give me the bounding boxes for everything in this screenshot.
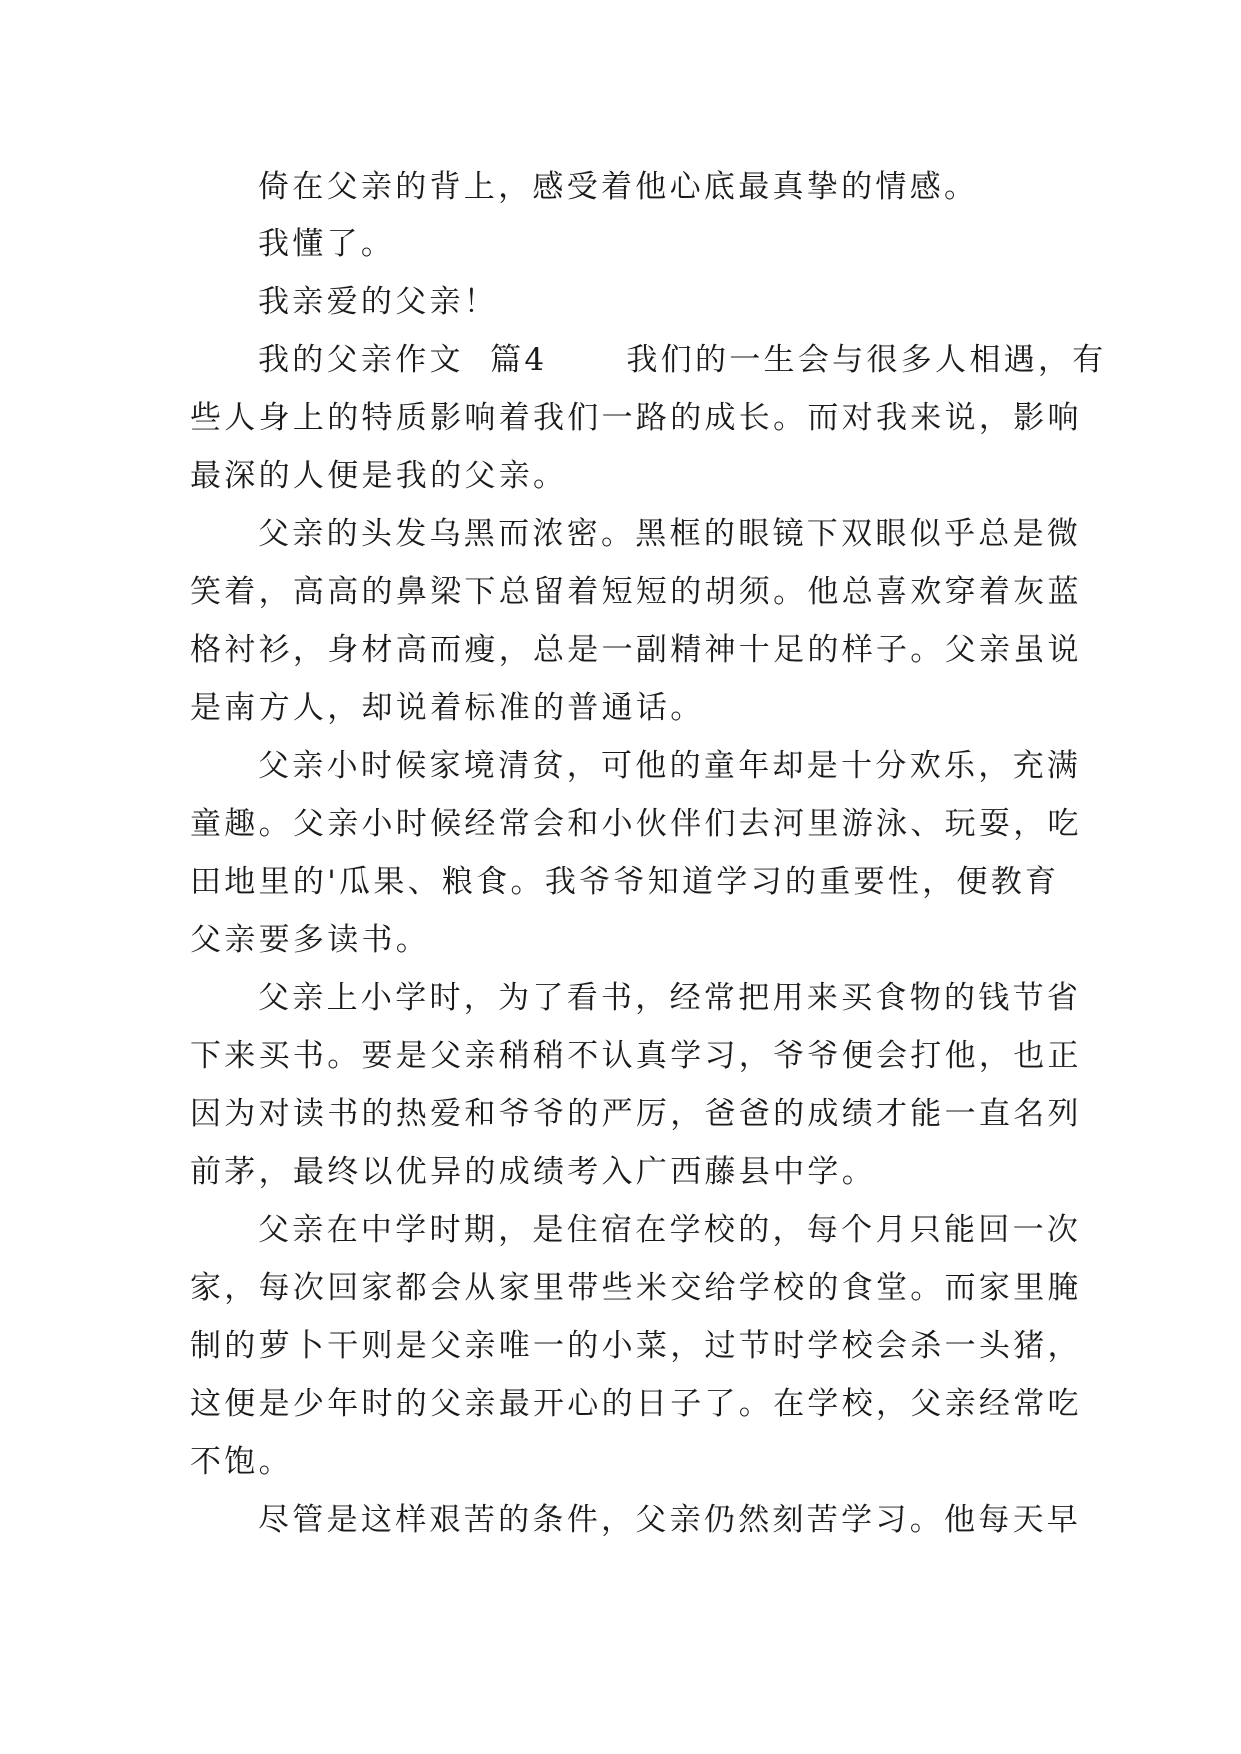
paragraph-5-line-4: 是南方人，却说着标准的普通话。 [190,690,705,726]
paragraph-4-line-1: 我的父亲作文 篇4 我们的一生会与很多人相遇，有 [258,342,1107,378]
paragraph-6-line-2: 童趣。父亲小时候经常会和小伙伴们去河里游泳、玩耍，吃 [190,806,1082,842]
paragraph-4-line-2: 些人身上的特质影响着我们一路的成长。而对我来说，影响 [190,400,1082,436]
paragraph-6-line-4: 父亲要多读书。 [190,922,431,958]
paragraph-7-line-1: 父亲上小学时，为了看书，经常把用来买食物的钱节省 [258,980,1082,1016]
paragraph-6-line-1: 父亲小时候家境清贫，可他的童年却是十分欢乐，充满 [258,748,1082,784]
paragraph-7-line-3: 因为对读书的热爱和爷爷的严厉，爸爸的成绩才能一直名列 [190,1096,1082,1132]
paragraph-9-line-1: 尽管是这样艰苦的条件，父亲仍然刻苦学习。他每天早 [258,1502,1082,1538]
paragraph-8-line-5: 不饱。 [190,1444,293,1480]
paragraph-5-line-2: 笑着，高高的鼻梁下总留着短短的胡须。他总喜欢穿着灰蓝 [190,574,1082,610]
paragraph-8-line-2: 家，每次回家都会从家里带些米交给学校的食堂。而家里腌 [190,1270,1082,1306]
paragraph-7-line-4: 前茅，最终以优异的成绩考入广西藤县中学。 [190,1154,876,1190]
paragraph-4-line-3: 最深的人便是我的父亲。 [190,458,568,494]
paragraph-7-line-2: 下来买书。要是父亲稍稍不认真学习，爷爷便会打他，也正 [190,1038,1082,1074]
paragraph-8-line-3: 制的萝卜干则是父亲唯一的小菜，过节时学校会杀一头猪， [190,1328,1082,1364]
paragraph-1-line-1: 倚在父亲的背上，感受着他心底最真挚的情感。 [258,169,979,205]
paragraph-8-line-4: 这便是少年时的父亲最开心的日子了。在学校，父亲经常吃 [190,1386,1082,1422]
paragraph-2-line-1: 我懂了。 [258,226,396,262]
paragraph-3-line-1: 我亲爱的父亲！ [258,284,499,320]
paragraph-5-line-1: 父亲的头发乌黑而浓密。黑框的眼镜下双眼似乎总是微 [258,516,1082,552]
paragraph-5-line-3: 格衬衫，身材高而瘦，总是一副精神十足的样子。父亲虽说 [190,632,1082,668]
paragraph-8-line-1: 父亲在中学时期，是住宿在学校的，每个月只能回一次 [258,1212,1082,1248]
paragraph-6-line-3: 田地里的'瓜果、粮食。我爷爷知道学习的重要性，便教育 [190,864,1060,900]
